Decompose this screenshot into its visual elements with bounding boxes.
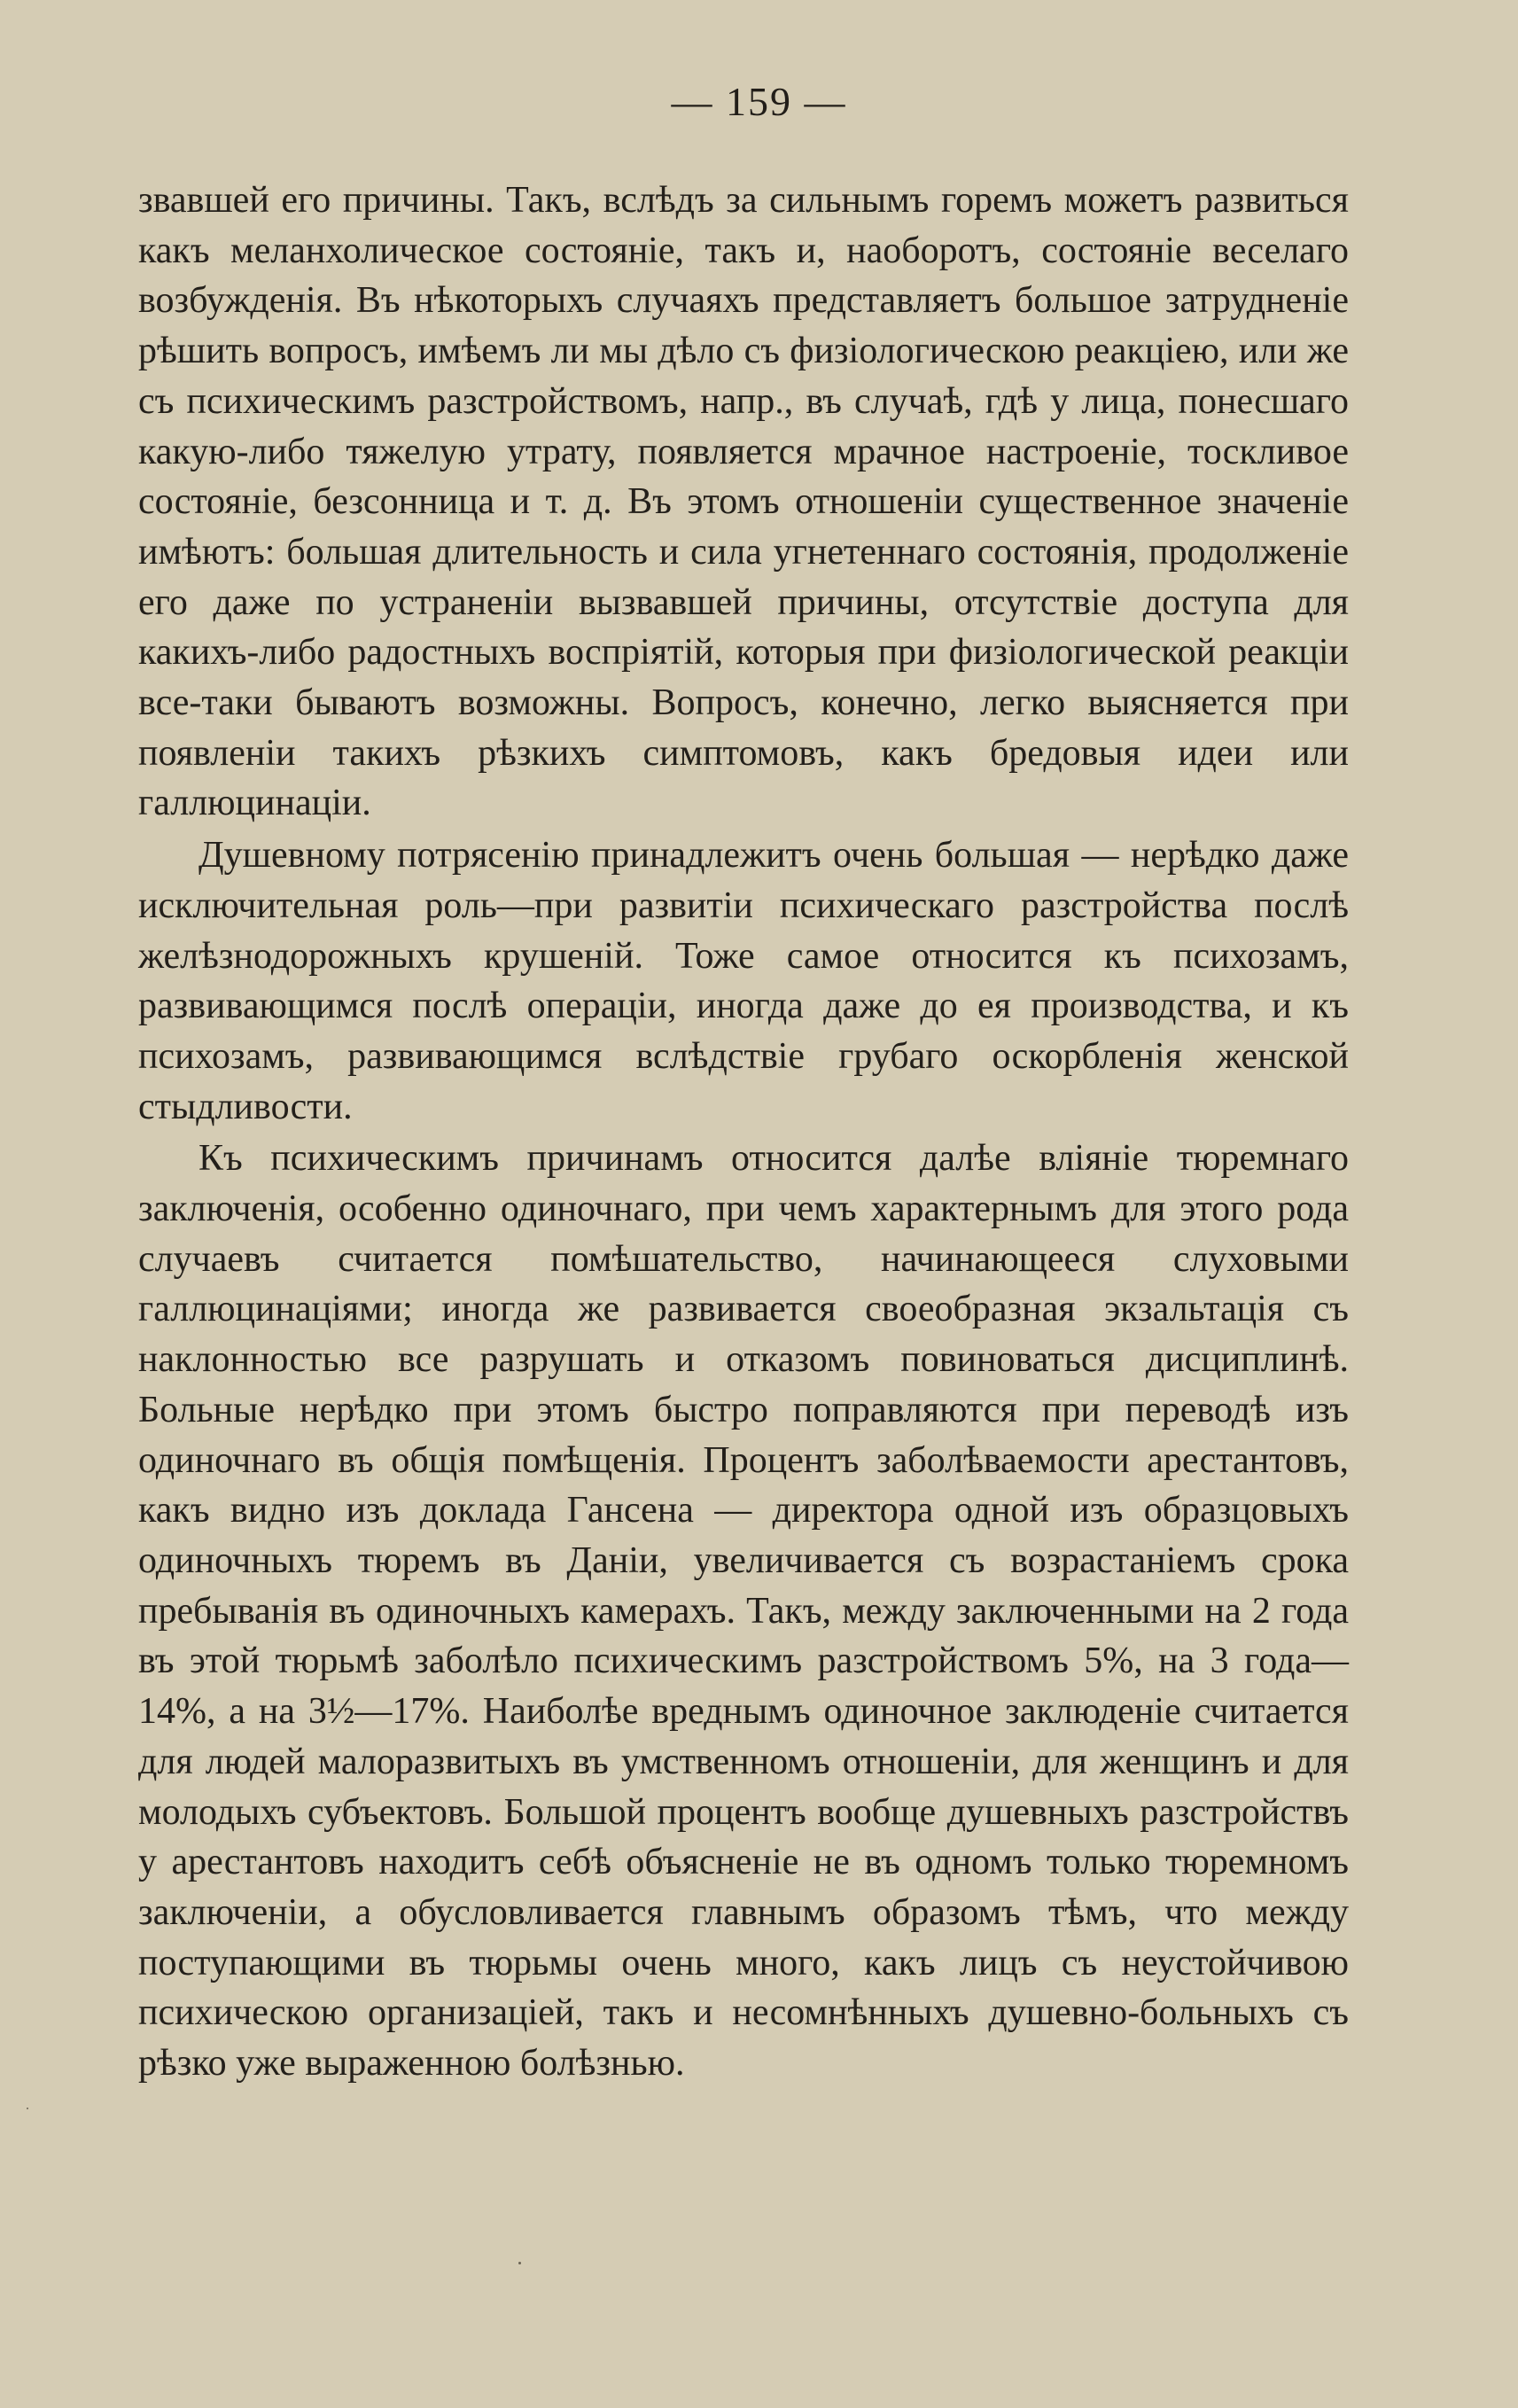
page-number: — 159 — [671, 79, 847, 124]
paragraph-3: Къ психическимъ причинамъ относится далѣе вліяніе тюремнаго заключенія, особенно одиночнаго, при чемъ характернымъ для этого рода случаевъ считается помѣшательство, начинающееся слуховыми галлюцинаціями; иногда же развивается своеобразная экзальтація съ наклонностью все разрушать и отказомъ повиноваться дисциплинѣ. Больные нерѣдко при этомъ быстро поправляются при переводѣ изъ одиночнаго въ общія помѣщенія. Процентъ заболѣваемости арестантовъ, какъ видно изъ доклада Гансена — директора одной изъ образцовыхъ одиночныхъ тюремъ въ Даніи, увеличивается съ возрастаніемъ срока пребыванія въ одиночныхъ камерахъ. Такъ, между заключенными на 2 года въ этой тюрьмѣ заболѣло психическимъ разстройствомъ 5%, на 3 года—14%, а на 3½—17%. Наиболѣе вреднымъ одиночное заклюденіе считается для людей малоразвитыхъ въ умственномъ отношеніи, для женщинъ и для молодыхъ субъектовъ. Большой процентъ вообще душевныхъ разстройствъ у арестантовъ находитъ себѣ объясненіе не въ одномъ только тюремномъ заключеніи, а обусловливается главнымъ образомъ тѣмъ, что между поступающими въ тюрьмы очень много, какъ лицъ съ неустойчивою психическою организаціей, такъ и несомнѣнныхъ душевно-больныхъ съ рѣзко уже выраженною болѣзнью. [138, 1138, 1349, 2085]
paper-speck [518, 2262, 521, 2264]
paper-speck [27, 2108, 28, 2109]
paragraph-2: Душевному потрясенію принадлежитъ очень большая — нерѣдко даже исключительная роль—при развитіи психическаго разстройства послѣ желѣзнодорожныхъ крушеній. Тоже самое относится къ психозамъ, развивающимся послѣ операціи, иногда даже до ея производства, и къ психозамъ, развивающимся вслѣдствіе грубаго оскорбленія женской стыдливости. [138, 835, 1349, 1127]
body-text [138, 175, 1349, 2089]
paragraph-1: звавшей его причины. Такъ, вслѣдъ за сильнымъ горемъ можетъ развиться какъ меланхолическое состояніе, такъ и, наоборотъ, состояніе веселаго возбужденія. Въ нѣкоторыхъ случаяхъ представляетъ большое затрудненіе рѣшить вопросъ, имѣемъ ли мы дѣло съ физіологическою реакціею, или же съ психическимъ разстройствомъ, напр., въ случаѣ, гдѣ у лица, понесшаго какую-либо тяжелую утрату, появляется мрачное настроеніе, тоскливое состояніе, безсонница и т. д. Въ этомъ отношеніи существенное значеніе имѣютъ: большая длительность и сила угнетеннаго состоянія, продолженіе его даже по устраненіи вызвавшей причины, отсутствіе доступа для какихъ-либо радостныхъ воспріятій, которыя при физіологической реакціи все-таки бываютъ возможны. Вопросъ, конечно, легко выясняется при появленіи такихъ рѣзкихъ симптомовъ, какъ бредовыя идеи или галлюцинаціи. [138, 180, 1349, 824]
